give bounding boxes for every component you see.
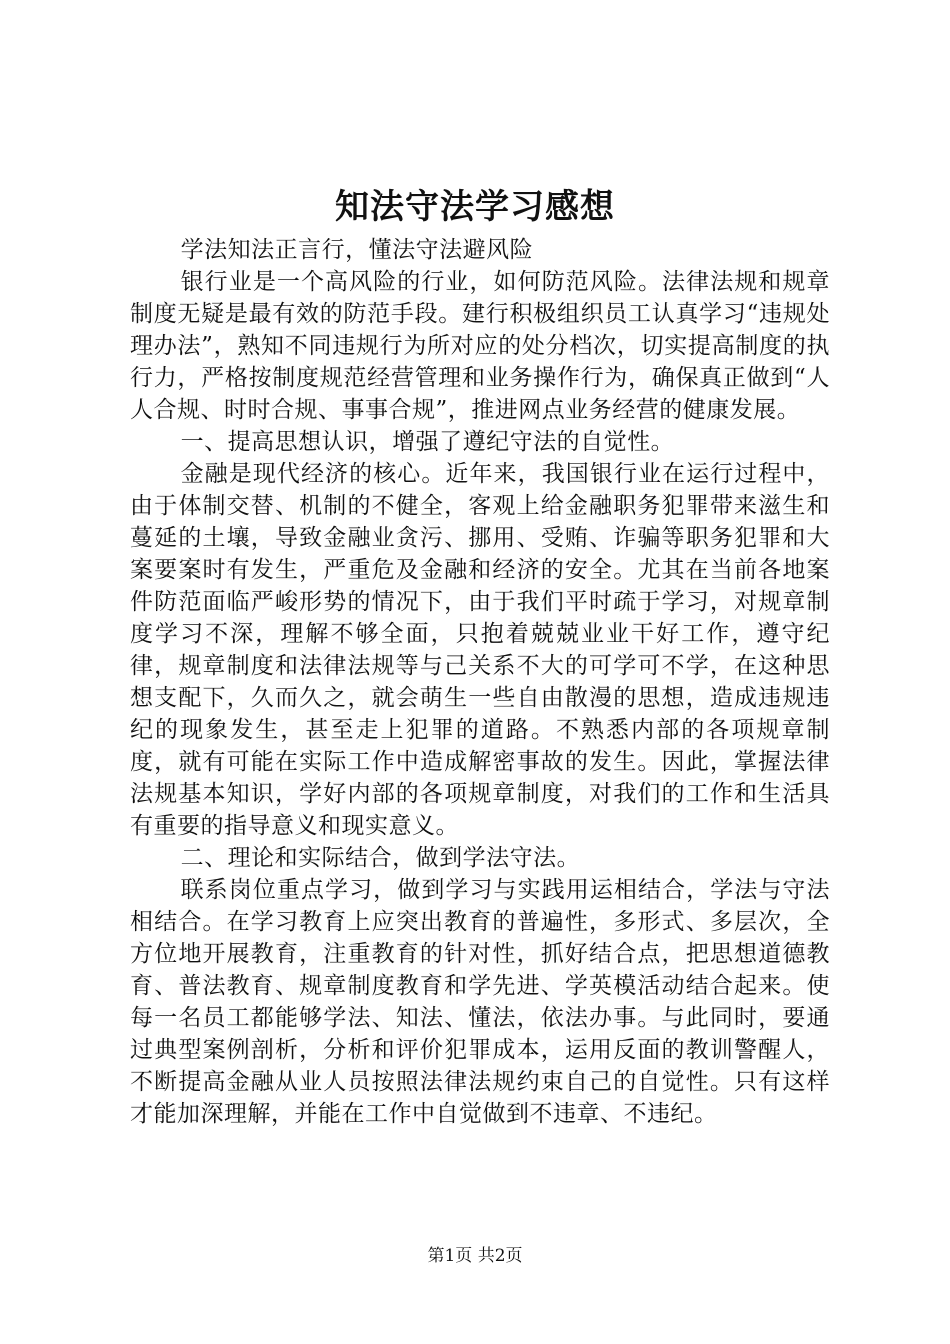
document-title: 知法守法学习感想 — [335, 187, 615, 227]
paragraph-intro: 银行业是一个高风险的行业，如何防范风险。法律法规和规章制度无疑是最有效的防范手段。建行积极组织员工认真学习“违规处理办法”，熟知不同违规行为所对应的处分档次，切实提高制度的执行力，严格按制度规范经营管理和业务操作行为，确保真正做到“人人合规、时时合规、事事合规”，推进网点业务经营的健康发展。 — [130, 269, 830, 423]
paragraph-section-2: 联系岗位重点学习，做到学习与实践用运相结合，学法与守法相结合。在学习教育上应突出教育的普遍性，多形式、多层次，全方位地开展教育，注重教育的针对性，抓好结合点，把思想道德教育、普法教育、规章制度教育和学先进、学英模活动结合起来。使每一名员工都能够学法、知法、懂法，依法办事。与此同时，要通过典型案例剖析，分析和评价犯罪成本，运用反面的教训警醒人，不断提高金融从业人员按照法律法规约束自己的自觉性。只有这样才能加深理解，并能在工作中自觉做到不违章、不违纪。 — [130, 877, 830, 1127]
section-heading-2: 二、理论和实际结合，做到学法守法。 — [180, 845, 581, 871]
section-heading-1: 一、提高思想认识，增强了遵纪守法的自觉性。 — [180, 429, 675, 455]
paragraph-section-1: 金融是现代经济的核心。近年来，我国银行业在运行过程中，由于体制交替、机制的不健全，客观上给金融职务犯罪带来滋生和蔓延的土壤，导致金融业贪污、挪用、受贿、诈骗等职务犯罪和大案要案时有发生，严重危及金融和经济的安全。尤其在当前各地案件防范面临严峻形势的情况下，由于我们平时疏于学习，对规章制度学习不深，理解不够全面，只抱着兢兢业业干好工作，遵守纪律，规章制度和法律法规等与己关系不大的可学可不学，在这种思想支配下，久而久之，就会萌生一些自由散漫的思想，造成违规违纪的现象发生，甚至走上犯罪的道路。不熟悉内部的各项规章制度，就有可能在实际工作中造成解密事故的发生。因此，掌握法律法规基本知识，学好内部的各项规章制度，对我们的工作和生活具有重要的指导意义和现实意义。 — [130, 461, 830, 839]
page-footer: 第1页 共2页 — [427, 1246, 523, 1266]
document-body — [130, 234, 830, 1130]
paragraph-subtitle: 学法知法正言行，懂法守法避风险 — [180, 237, 534, 263]
